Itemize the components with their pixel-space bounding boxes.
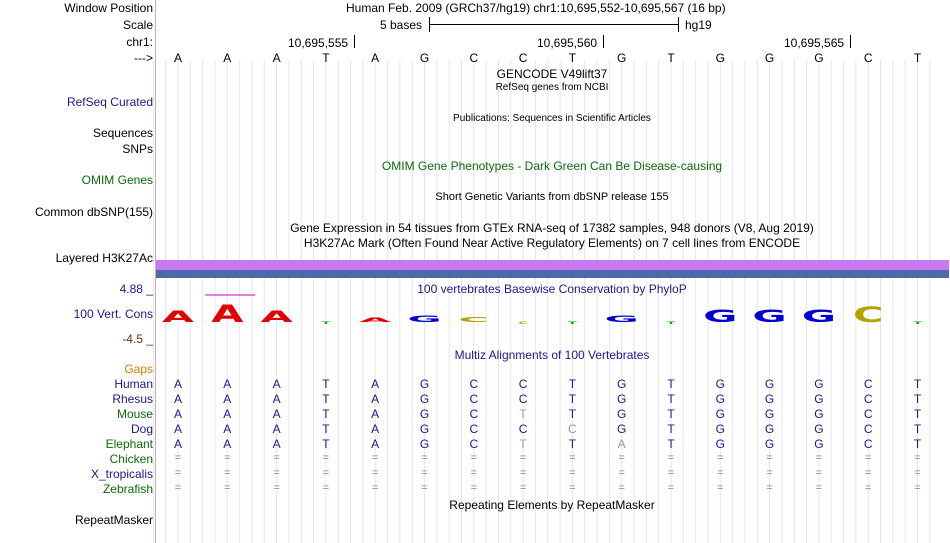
scale-text: 5 bases [380, 18, 423, 32]
alignment-base: = [174, 482, 182, 494]
cons-min-label: -4.5 _ [122, 332, 153, 346]
alignment-base: G [764, 407, 775, 421]
alignment-base: G [715, 392, 725, 406]
alignment-base: G [419, 437, 430, 451]
alignment-base: T [667, 377, 675, 391]
alignment-base: A [223, 377, 232, 391]
alignment-base: = [569, 467, 576, 479]
conservation-letter: C [458, 315, 490, 324]
phylop-track-desc: 100 vertebrates Basewise Conservation by PhyloP [417, 282, 687, 296]
alignment-base: C [469, 392, 479, 406]
alignment-base: = [273, 482, 280, 494]
alignment-base: T [568, 377, 577, 391]
alignment-base: C [518, 377, 528, 391]
conservation-letter: G [703, 305, 738, 327]
reference-base: C [863, 51, 873, 65]
alignment-base: = [322, 467, 330, 479]
coord-label-2: 10,695,560 [537, 36, 598, 50]
alignment-base: = [569, 482, 576, 494]
alignment-base: = [470, 467, 478, 479]
conservation-letter: A [211, 299, 244, 329]
species-label[interactable]: Human [114, 377, 153, 391]
publications-track-desc: Publications: Sequences in Scientific Articles [453, 113, 651, 124]
alignment-base: G [419, 407, 430, 421]
alignment-base: A [371, 377, 380, 391]
alignment-base: T [913, 422, 922, 436]
alignment-base: A [371, 422, 380, 436]
alignment-base: G [764, 422, 775, 436]
alignment-base: = [174, 452, 182, 464]
h3k27ac-signal-top [156, 260, 949, 270]
conservation-letter: T [321, 321, 331, 325]
alignment-base: = [421, 452, 428, 464]
dbsnp-track-desc: Short Genetic Variants from dbSNP release 155 [435, 191, 669, 203]
alignment-base: = [174, 467, 182, 479]
reference-base: T [913, 51, 922, 65]
reference-base: G [419, 51, 430, 65]
alignment-base: A [223, 392, 232, 406]
cons-max-label: 4.88 _ [119, 282, 153, 296]
alignment-base: = [618, 467, 625, 479]
alignment-base: G [715, 437, 725, 451]
alignment-base: G [814, 377, 824, 391]
alignment-base: C [469, 437, 479, 451]
scale-bar-left-tick [429, 17, 430, 32]
conservation-letter: G [801, 305, 836, 327]
conservation-letter: A [260, 307, 293, 327]
coord-tick-1 [354, 35, 355, 48]
conservation-letter: G [752, 305, 787, 327]
alignment-base: C [469, 422, 479, 436]
alignment-base: = [519, 467, 527, 479]
alignment-base: = [717, 467, 724, 479]
alignment-base: T [667, 392, 675, 406]
multiz-track-desc: Multiz Alignments of 100 Vertebrates [454, 348, 650, 362]
alignment-base: G [814, 407, 824, 421]
alignment-base: G [814, 422, 824, 436]
track-label-omim[interactable]: OMIM Genes [81, 173, 153, 187]
track-label-refseq[interactable]: RefSeq Curated [66, 95, 153, 109]
alignment-base: G [814, 437, 824, 451]
conservation-letter: T [666, 321, 676, 325]
track-label-repeatmasker[interactable]: RepeatMasker [74, 513, 153, 527]
alignment-base: G [764, 392, 775, 406]
alignment-base: T [913, 437, 922, 451]
alignment-base: = [618, 452, 625, 464]
reference-base: A [223, 51, 232, 65]
phylop-conservation-logo [0, 288, 950, 338]
chrom-label: chr1: [126, 35, 153, 49]
alignment-base: G [419, 377, 430, 391]
alignment-base: = [470, 482, 478, 494]
track-label-layered-h3k27ac[interactable]: Layered H3K27Ac [55, 251, 153, 265]
alignment-base: = [667, 452, 675, 464]
alignment-base: T [322, 377, 330, 391]
alignment-base: = [322, 452, 330, 464]
assembly-label: hg19 [685, 18, 712, 32]
gencode-track-title[interactable]: GENCODE V49lift37 [496, 67, 608, 81]
alignment-base: G [617, 392, 627, 406]
conservation-letter: A [161, 307, 195, 327]
alignment-base: G [419, 422, 430, 436]
alignment-base: = [864, 452, 872, 464]
alignment-base: T [568, 407, 577, 421]
h3k27ac-signal-bottom [156, 270, 949, 278]
alignment-base: = [273, 467, 280, 479]
alignment-base: A [272, 407, 281, 421]
alignment-base: C [863, 407, 873, 421]
window-position-label: Window Position [64, 1, 153, 15]
conservation-letter: C [852, 301, 884, 328]
alignment-base: = [914, 482, 921, 494]
conservation-letter: G [407, 314, 442, 325]
track-label-100-vert-cons[interactable]: 100 Vert. Cons [73, 307, 153, 321]
alignment-base: T [667, 407, 675, 421]
alignment-base: T [568, 437, 577, 451]
alignment-base: T [913, 377, 922, 391]
alignment-base: G [715, 407, 725, 421]
alignment-base: = [224, 482, 231, 494]
alignment-base: = [815, 452, 823, 464]
alignment-base: = [618, 482, 625, 494]
alignment-base: A [272, 377, 281, 391]
alignment-base: A [371, 437, 380, 451]
alignment-base: = [667, 467, 675, 479]
alignment-base: = [569, 452, 576, 464]
alignment-base: = [766, 482, 773, 494]
alignment-base: = [717, 452, 724, 464]
alignment-base: = [470, 452, 478, 464]
alignment-base: T [322, 437, 330, 451]
conservation-letter: T [913, 321, 922, 325]
conservation-letter: G [604, 314, 639, 325]
reference-base: T [568, 51, 577, 65]
alignment-base: C [469, 377, 479, 391]
alignment-base: C [568, 422, 577, 436]
alignment-base: = [322, 482, 330, 494]
reference-base: A [173, 51, 182, 65]
species-label[interactable]: Dog [130, 422, 153, 436]
alignment-base: = [717, 482, 724, 494]
alignment-base: G [617, 422, 627, 436]
alignment-base: T [519, 407, 527, 421]
alignment-base: = [421, 467, 428, 479]
repeatmasker-track-desc: Repeating Elements by RepeatMasker [449, 498, 655, 512]
alignment-base: G [617, 377, 627, 391]
alignment-base: A [173, 392, 182, 406]
reference-base: G [617, 51, 627, 65]
alignment-base: T [322, 407, 330, 421]
alignment-base: T [667, 422, 675, 436]
species-label[interactable]: Zebrafish [102, 482, 153, 496]
track-label-snps[interactable]: SNPs [122, 142, 153, 156]
alignment-base: T [913, 392, 922, 406]
track-label-sequences[interactable]: Sequences [92, 126, 153, 140]
alignment-base: T [322, 422, 330, 436]
gtex-track-desc: Gene Expression in 54 tissues from GTEx RNA-seq of 17382 samples, 948 donors (V8, Aug 2019) [290, 221, 814, 235]
species-label[interactable]: Chicken [109, 452, 153, 466]
alignment-base: A [617, 437, 626, 451]
alignment-base: G [617, 407, 627, 421]
alignment-base: G [764, 437, 775, 451]
alignment-base: T [322, 392, 330, 406]
conservation-letter: T [567, 321, 577, 325]
h3k27ac-track-desc: H3K27Ac Mark (Often Found Near Active Regulatory Elements) on 7 cell lines from ENCODE [303, 236, 801, 250]
alignment-base: = [864, 467, 872, 479]
coord-tick-2 [603, 35, 604, 48]
alignment-base: A [173, 407, 182, 421]
alignment-base: C [863, 422, 873, 436]
alignment-base: G [715, 422, 725, 436]
alignment-base: G [764, 377, 775, 391]
alignment-base: = [667, 482, 675, 494]
alignment-base: A [223, 407, 232, 421]
reference-base: T [667, 51, 675, 65]
alignment-base: A [173, 437, 182, 451]
reference-base: C [469, 51, 479, 65]
alignment-base: C [518, 392, 528, 406]
alignment-base: = [914, 467, 921, 479]
alignment-base: A [173, 377, 182, 391]
conservation-letter: C [518, 321, 528, 325]
conservation-letter: A [359, 316, 392, 324]
scale-bar [429, 24, 678, 25]
alignment-base: C [863, 377, 873, 391]
alignment-base: = [371, 482, 379, 494]
species-label[interactable]: X_tropicalis [90, 467, 153, 481]
alignment-base: = [371, 467, 379, 479]
refseq-track-desc: RefSeq genes from NCBI [495, 82, 609, 93]
alignment-base: = [224, 452, 231, 464]
alignment-base: = [273, 452, 280, 464]
alignment-base: T [667, 437, 675, 451]
alignment-base: T [568, 392, 577, 406]
alignment-base: A [223, 422, 232, 436]
coord-label-3: 10,695,565 [784, 36, 845, 50]
alignment-base: = [766, 452, 773, 464]
alignment-base: T [519, 437, 527, 451]
reference-base: C [518, 51, 528, 65]
omim-track-desc: OMIM Gene Phenotypes - Dark Green Can Be Disease-causing [381, 159, 723, 173]
alignment-base: G [814, 392, 824, 406]
alignment-base: C [863, 392, 873, 406]
reference-base: G [764, 51, 775, 65]
alignment-base: = [421, 482, 428, 494]
alignment-base: = [815, 467, 823, 479]
reference-base: G [715, 51, 725, 65]
alignment-base: A [272, 392, 281, 406]
scale-label: Scale [122, 18, 153, 32]
track-label-gaps[interactable]: Gaps [124, 362, 153, 376]
reference-base: A [272, 51, 281, 65]
alignment-base: G [419, 392, 430, 406]
alignment-base: = [864, 482, 872, 494]
alignment-base: = [371, 452, 379, 464]
alignment-base: T [913, 407, 922, 421]
alignment-base: C [469, 407, 479, 421]
reference-base: A [371, 51, 380, 65]
alignment-base: = [519, 452, 527, 464]
alignment-base: = [224, 467, 231, 479]
species-label[interactable]: Mouse [116, 407, 153, 421]
alignment-base: = [766, 467, 773, 479]
alignment-base: A [371, 407, 380, 421]
strand-arrow[interactable]: ---> [134, 51, 153, 65]
species-label[interactable]: Rhesus [112, 392, 153, 406]
alignment-base: G [715, 377, 725, 391]
position-text: Human Feb. 2009 (GRCh37/hg19) chr1:10,695,552-10,695,567 (16 bp) [346, 1, 726, 15]
reference-base: T [322, 51, 330, 65]
reference-base: G [814, 51, 824, 65]
alignment-base: A [272, 437, 281, 451]
alignment-base: C [518, 422, 528, 436]
species-label[interactable]: Elephant [105, 437, 153, 451]
alignment-base: A [173, 422, 182, 436]
alignment-base: = [815, 482, 823, 494]
alignment-base: = [519, 482, 527, 494]
track-label-common-dbsnp[interactable]: Common dbSNP(155) [34, 205, 153, 219]
alignment-base: C [863, 437, 873, 451]
alignment-base: A [223, 437, 232, 451]
alignment-base: = [914, 452, 921, 464]
coord-label-1: 10,695,555 [288, 36, 349, 50]
alignment-base: A [272, 422, 281, 436]
scale-bar-right-tick [678, 17, 679, 32]
coord-tick-3 [850, 35, 851, 48]
alignment-base: A [371, 392, 380, 406]
